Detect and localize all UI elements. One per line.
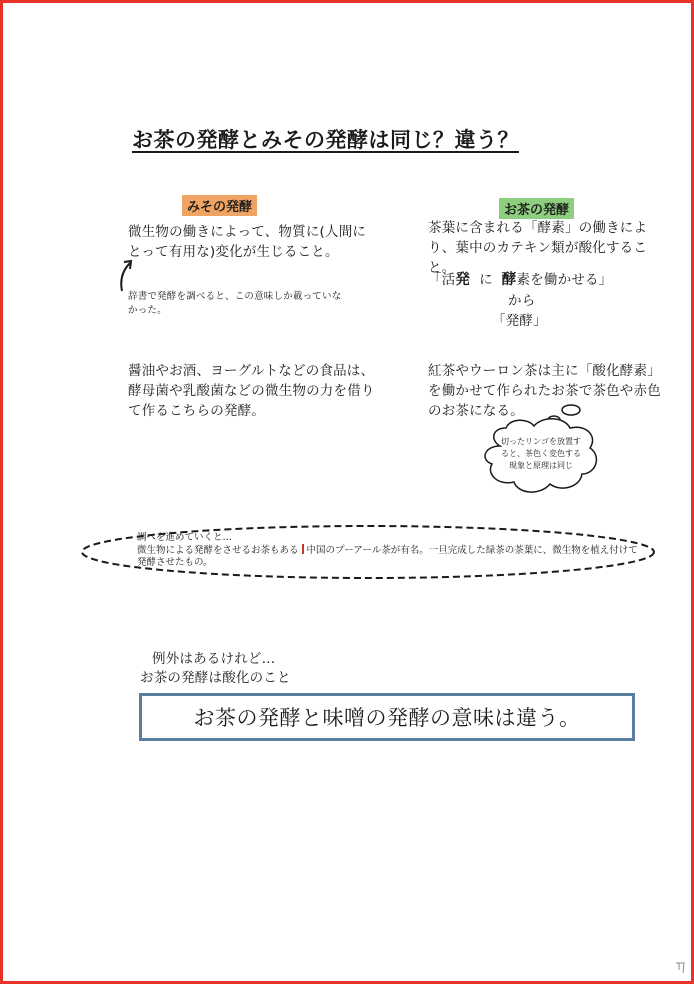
kanji-phrase-open: 「活	[428, 272, 456, 288]
investigation-text	[137, 532, 667, 569]
tea-hakko: 「発酵」	[492, 313, 547, 329]
tea-kara: から	[508, 293, 536, 309]
kanji-phrase-close: 素を働かせる」	[516, 272, 613, 288]
tea-definition: 茶葉に含まれる「酵素」の働きにより、葉中のカテキン類が酸化すること。	[428, 220, 648, 276]
investigation-line2b: 中国のプーアール茶が有名。一旦完成した緑茶の茶葉に、微生物を植え付けて	[306, 545, 638, 556]
red-marker	[302, 544, 304, 554]
investigation-line2a: 微生物による発酵をさせるお茶もある	[137, 545, 299, 556]
kanji-kou: 酵	[501, 272, 517, 288]
conclusion-lead	[140, 650, 291, 688]
investigation-line1: 調べを進めていくと…	[137, 532, 233, 543]
conclusion-line2: お茶の発酵は酸化のこと	[140, 670, 291, 686]
miso-examples: 醤油やお酒、ヨーグルトなどの食品は、酵母菌や乳酸菌などの微生物の力を借りて作るこちらの発酵。	[128, 363, 375, 419]
conclusion-box: お茶の発酵と味噌の発酵の意味は違う。	[139, 693, 635, 741]
investigation-line2	[137, 544, 667, 557]
kanji-hatsu: 発	[455, 272, 471, 288]
kanji-phrase-ni: に	[479, 272, 493, 288]
miso-label: みその発酵	[182, 195, 257, 216]
cloud-text: 切ったリンゴを放置すると、茶色く変色する現象と原理は同じ	[501, 437, 581, 470]
curved-arrow-icon	[116, 257, 140, 293]
page-title: お茶の発酵とみその発酵は同じ？違う？	[132, 128, 519, 152]
miso-note: 辞書で発酵を調べると、この意味しか載っていなかった。	[128, 291, 342, 316]
tea-kanji-phrase	[428, 270, 668, 290]
conclusion-line1: 例外はあるけれど…	[152, 651, 276, 667]
miso-definition: 微生物の働きによって、物質に(人間にとって有用な)変化が生じること。	[128, 224, 367, 260]
corner-mark	[675, 962, 685, 974]
investigation-line3: 発酵させたもの。	[137, 557, 213, 568]
tea-examples: 紅茶やウーロン茶は主に「酸化酵素」を働かせて作られたお茶で茶色や赤色のお茶になる。	[428, 363, 661, 419]
tea-label: お茶の発酵	[499, 198, 574, 219]
